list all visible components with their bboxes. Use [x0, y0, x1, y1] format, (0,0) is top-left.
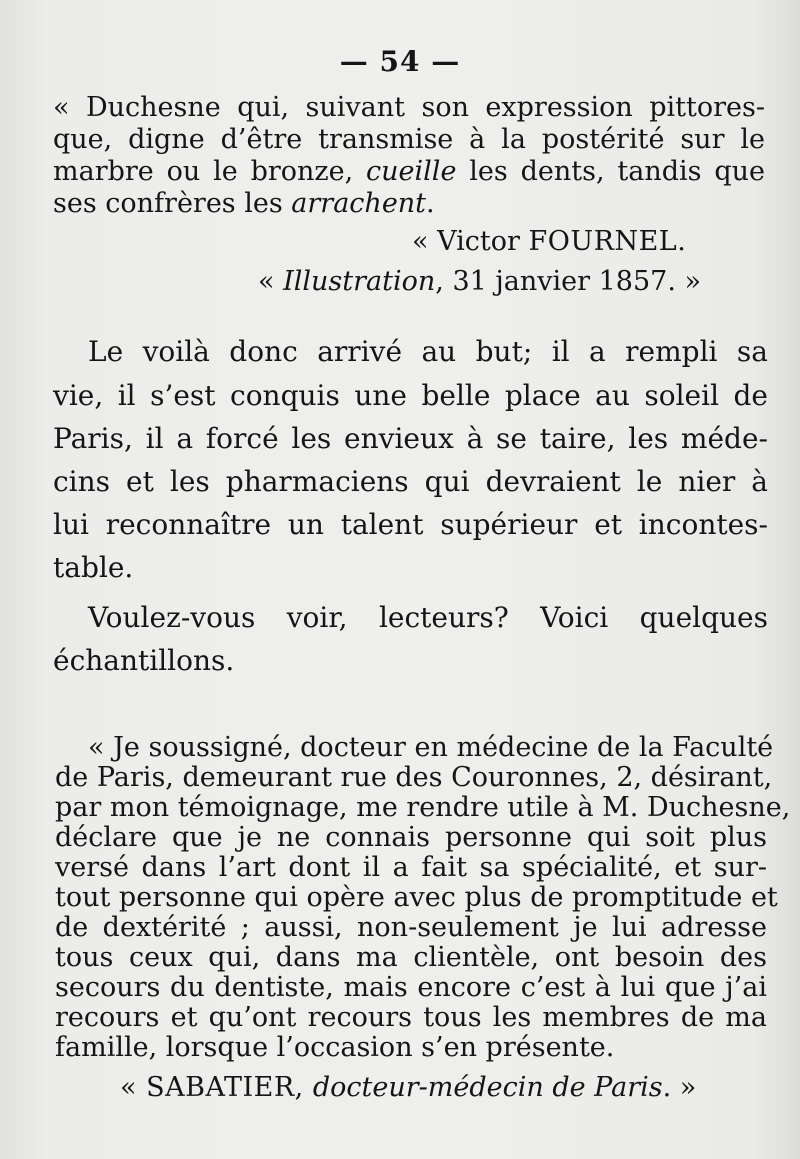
quote1-text: . — [426, 188, 435, 219]
quote2-line: « Je soussigné, docteur en médecine de la Faculté — [88, 732, 774, 763]
quote2-line: famille, lorsque l’occasion s’en présente. — [55, 1032, 615, 1063]
paragraph2-line: échantillons. — [53, 644, 235, 677]
quote2-line: par mon témoignage, me rendre utile à M. Duchesne, — [55, 792, 791, 823]
paragraph1-line: Le voilà donc arrivé au but; il a rempli sa — [88, 335, 768, 368]
quote1-line: que, digne d’être transmise à la postérité sur le — [53, 124, 765, 155]
author-name: FOURNEL. — [528, 226, 687, 257]
quote2-line: tout personne qui opère avec plus de promptitude et — [55, 882, 778, 913]
author-title: docteur-médecin de Paris — [312, 1072, 663, 1103]
quote1-text: ses confrères les — [53, 188, 292, 219]
quote1-line — [53, 158, 765, 185]
author-name: « SABATIER, — [120, 1072, 313, 1103]
quote1-text: marbre ou le bronze, — [53, 156, 367, 187]
paragraph1-line: vie, il s’est conquis une belle place au soleil de — [53, 379, 768, 412]
source-prefix: « — [258, 266, 284, 297]
paragraph2-line: Voulez-vous voir, lecteurs? Voici quelques — [88, 601, 768, 634]
quote2-line: tous ceux qui, dans ma clientèle, ont besoin des — [55, 942, 767, 973]
paragraph1-line: cins et les pharmaciens qui devraient le nier à — [53, 465, 768, 498]
author-suffix: . » — [662, 1072, 697, 1103]
quote1-italic: cueille — [366, 156, 457, 187]
paragraph1-line: Paris, il a forcé les envieux à se taire, les méde- — [53, 422, 768, 455]
quote1-author — [412, 228, 686, 255]
quote1-line — [53, 190, 765, 217]
quote1-line: « Duchesne qui, suivant son expression pittores- — [53, 92, 765, 123]
quote2-author — [120, 1074, 696, 1101]
quote1-source — [258, 268, 701, 295]
author-prefix: « Victor — [412, 226, 529, 257]
paragraph1-line: lui reconnaître un talent supérieur et incontes- — [53, 508, 768, 541]
quote2-line: recours et qu’ont recours tous les membres de ma — [55, 1002, 767, 1033]
quote2-line: de Paris, demeurant rue des Couronnes, 2, désirant, — [55, 762, 773, 793]
quote2-line: secours du dentiste, mais encore c’est à lui que j’ai — [55, 972, 767, 1003]
quote1-italic: arrachent — [291, 188, 427, 219]
paragraph1-line: table. — [53, 551, 134, 584]
quote2-line: de dextérité ; aussi, non-seulement je lui adresse — [55, 912, 767, 943]
quote2-line: versé dans l’art dont il a fait sa spécialité, et sur- — [55, 852, 767, 883]
page-number: — 54 — — [339, 45, 461, 78]
source-title: Illustration — [283, 266, 436, 297]
quote1-text: les dents, tandis que — [456, 156, 765, 187]
source-date: , 31 janvier 1857. » — [435, 266, 701, 297]
quote2-line: déclare que je ne connais personne qui soit plus — [55, 822, 767, 853]
